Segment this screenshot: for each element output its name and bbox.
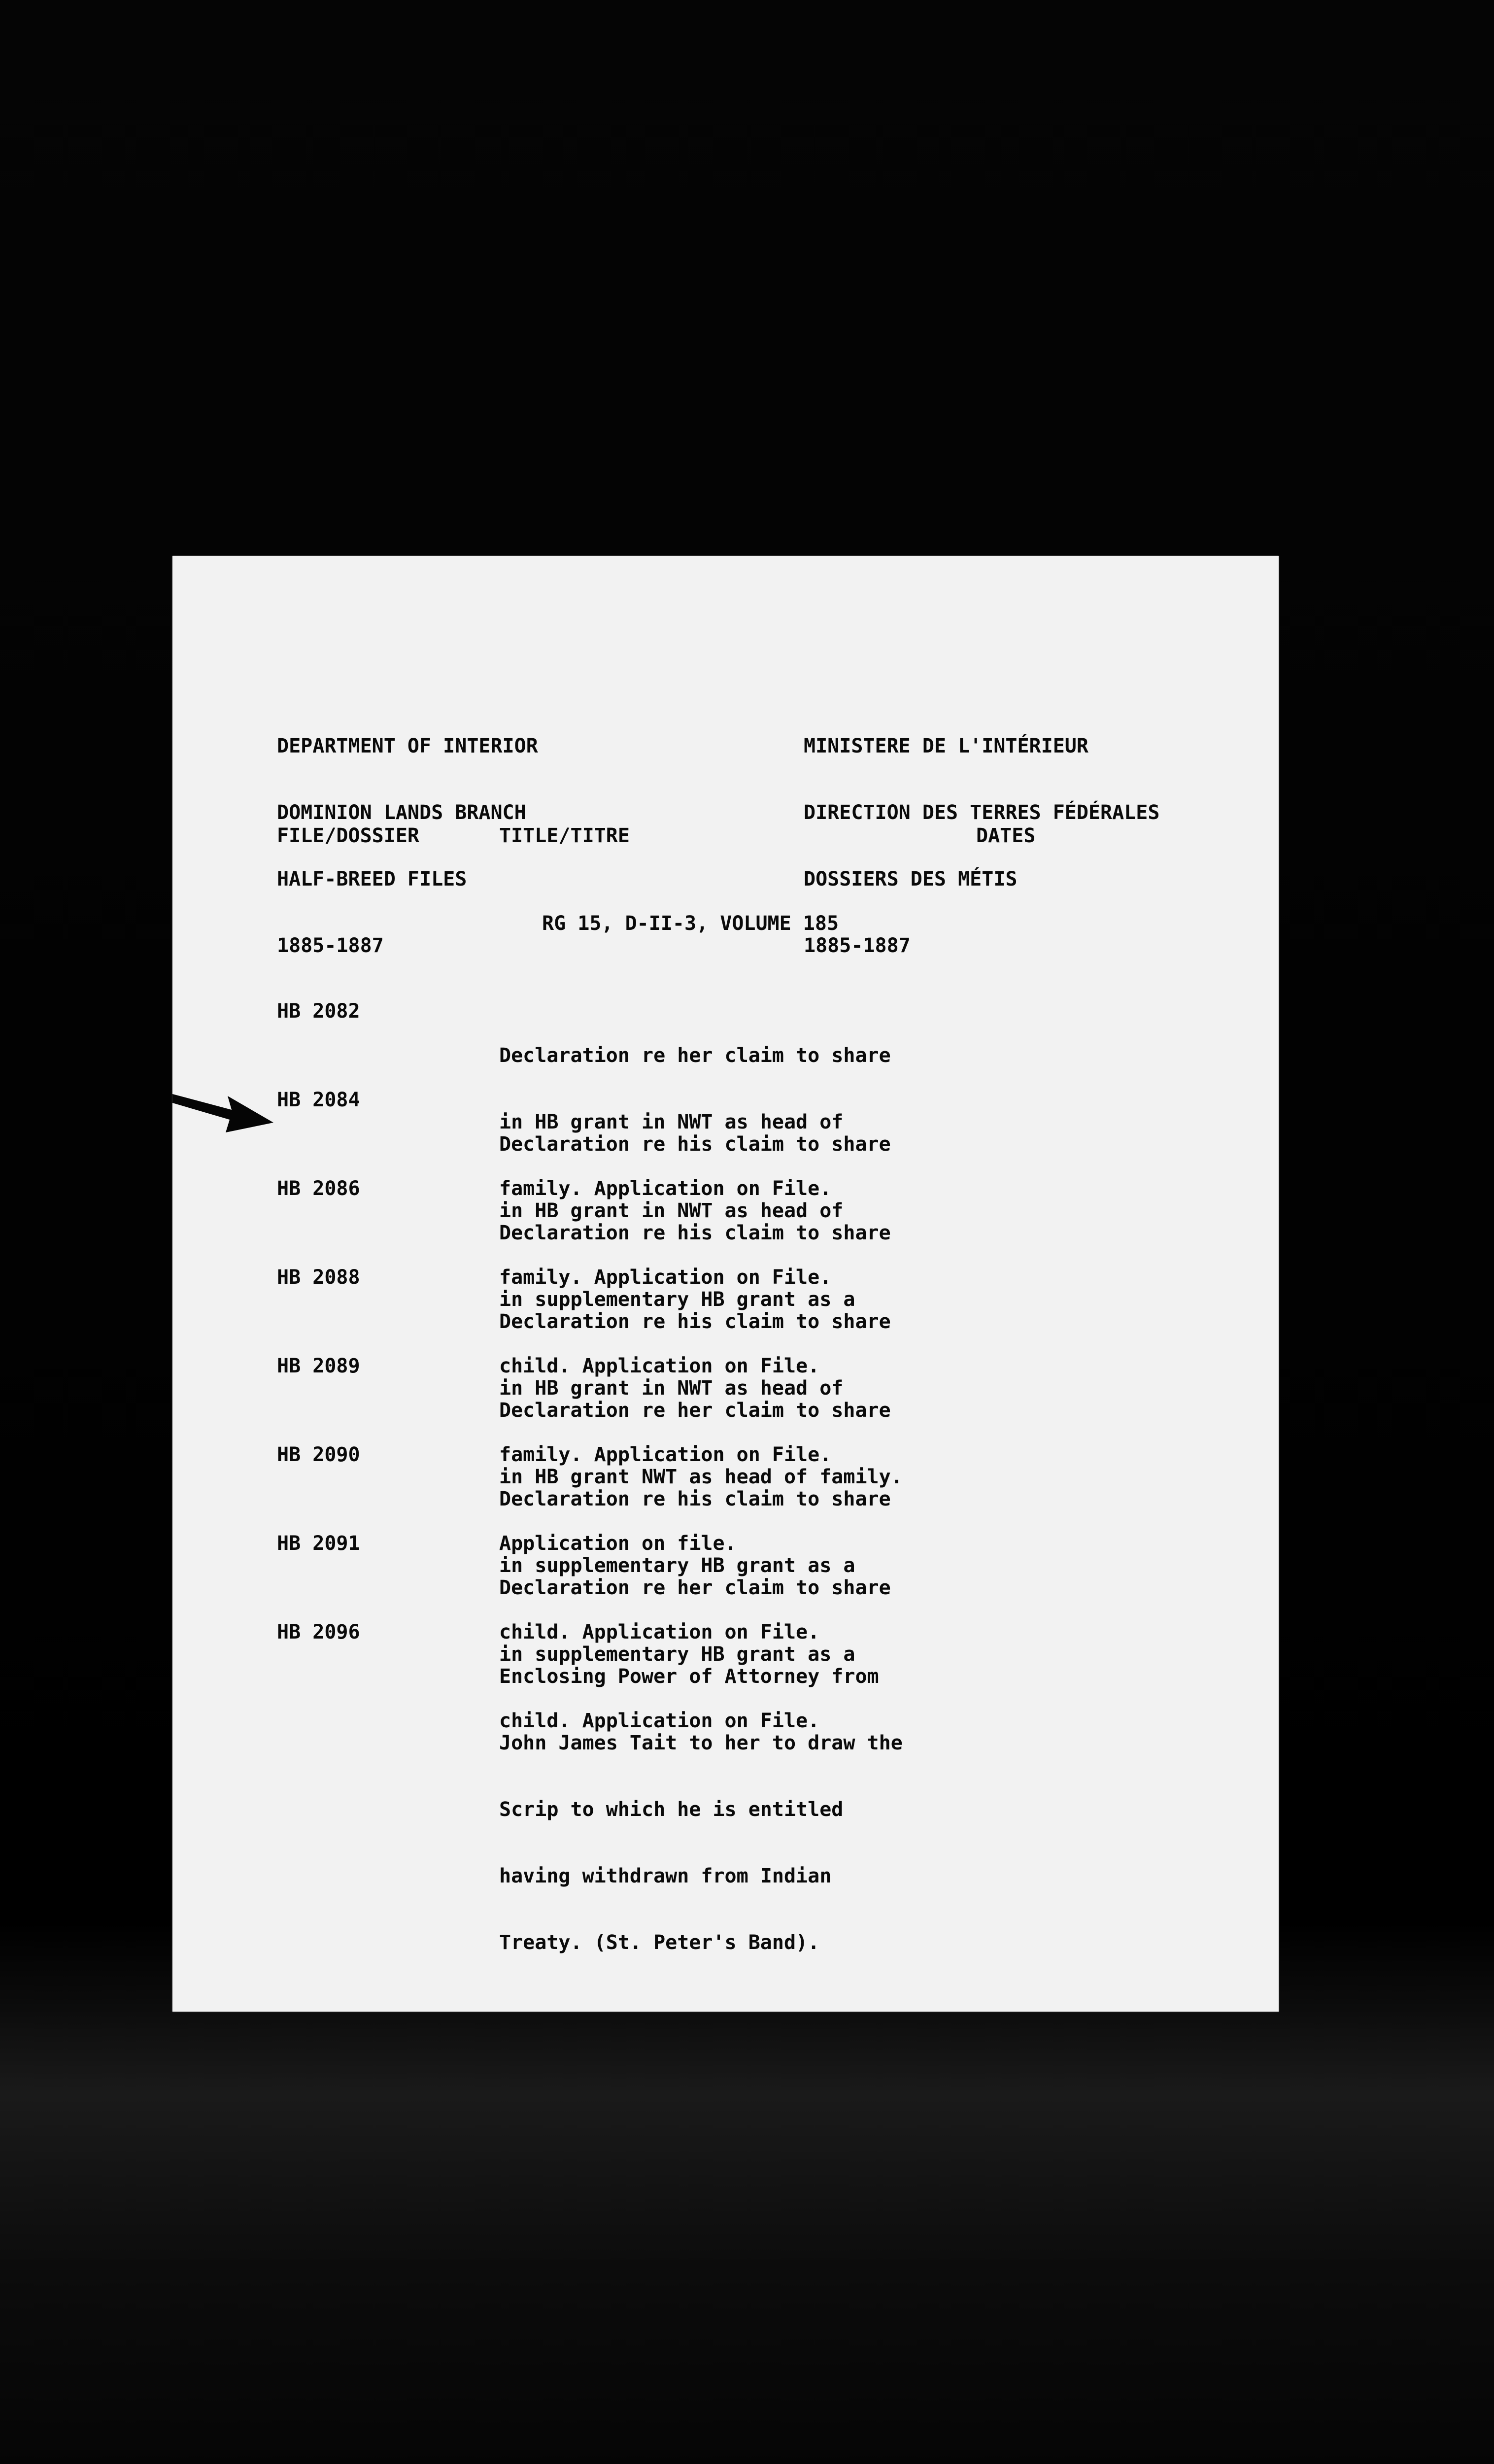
description-line: Declaration re his claim to share xyxy=(499,1133,891,1156)
description-line: in supplementary HB grant as a xyxy=(499,1643,855,1666)
volume-reference: RG 15, D-II-3, VOLUME 185 xyxy=(542,912,839,935)
description-line: Declaration re her claim to share xyxy=(499,1044,891,1067)
description-line: in supplementary HB grant as a xyxy=(499,1554,855,1577)
description-line: child. Application on File. xyxy=(499,1710,820,1732)
description-line: family. Application on File. xyxy=(499,1177,832,1200)
file-number: HB 2088 xyxy=(277,1266,360,1289)
file-description xyxy=(499,1621,903,1998)
description-line: in HB grant in NWT as head of xyxy=(499,1377,844,1400)
description-line: Declaration re his claim to share xyxy=(499,1310,891,1333)
description-line: Enclosing Power of Attorney from xyxy=(499,1665,879,1688)
description-line: having withdrawn from Indian xyxy=(499,1865,832,1887)
description-line: Declaration re her claim to share xyxy=(499,1576,891,1599)
description-line: John James Tait to her to draw the xyxy=(499,1732,903,1754)
file-number: HB 2089 xyxy=(277,1355,360,1377)
file-number: HB 2086 xyxy=(277,1177,360,1200)
document-page xyxy=(172,556,1279,2012)
description-line: family. Application on File. xyxy=(499,1443,832,1466)
header-english-line: DOMINION LANDS BRANCH xyxy=(277,801,526,824)
description-line: Declaration re his claim to share xyxy=(499,1488,891,1510)
description-line: in HB grant NWT as head of family. xyxy=(499,1466,903,1488)
file-number: HB 2084 xyxy=(277,1089,360,1111)
arrow-right-icon xyxy=(172,1074,276,1133)
file-number: HB 2091 xyxy=(277,1532,360,1555)
header-english-line: DEPARTMENT OF INTERIOR xyxy=(277,735,538,757)
column-header-title: TITLE/TITRE xyxy=(499,824,630,847)
header-french-line: 1885-1887 xyxy=(804,934,911,957)
header-english-line: 1885-1887 xyxy=(277,934,384,957)
description-line: in HB grant in NWT as head of xyxy=(499,1199,844,1222)
description-line: family. Application on File. xyxy=(499,1266,832,1289)
file-number: HB 2082 xyxy=(277,1000,360,1023)
description-line: Treaty. (St. Peter's Band). xyxy=(499,1931,820,1954)
description-line: Application on file. xyxy=(499,1532,737,1555)
description-line: child. Application on File. xyxy=(499,1621,820,1643)
description-line: Scrip to which he is entitled xyxy=(499,1798,844,1821)
file-entries-list xyxy=(277,1000,1213,1954)
column-header-file: FILE/DOSSIER xyxy=(277,824,419,847)
file-number: HB 2096 xyxy=(277,1621,360,1643)
file-number: HB 2090 xyxy=(277,1443,360,1466)
description-line: in supplementary HB grant as a xyxy=(499,1288,855,1311)
header-french-line: DOSSIERS DES MÉTIS xyxy=(804,868,1018,890)
column-header-dates: DATES xyxy=(976,824,1036,847)
description-line: in HB grant in NWT as head of xyxy=(499,1111,844,1133)
description-line: Declaration re his claim to share xyxy=(499,1222,891,1244)
header-french-line: MINISTERE DE L'INTÉRIEUR xyxy=(804,735,1088,757)
description-line: Declaration re her claim to share xyxy=(499,1399,891,1422)
description-line: child. Application on File. xyxy=(499,1355,820,1377)
header-french-line: DIRECTION DES TERRES FÉDÉRALES xyxy=(804,801,1160,824)
header-english-line: HALF-BREED FILES xyxy=(277,868,467,890)
